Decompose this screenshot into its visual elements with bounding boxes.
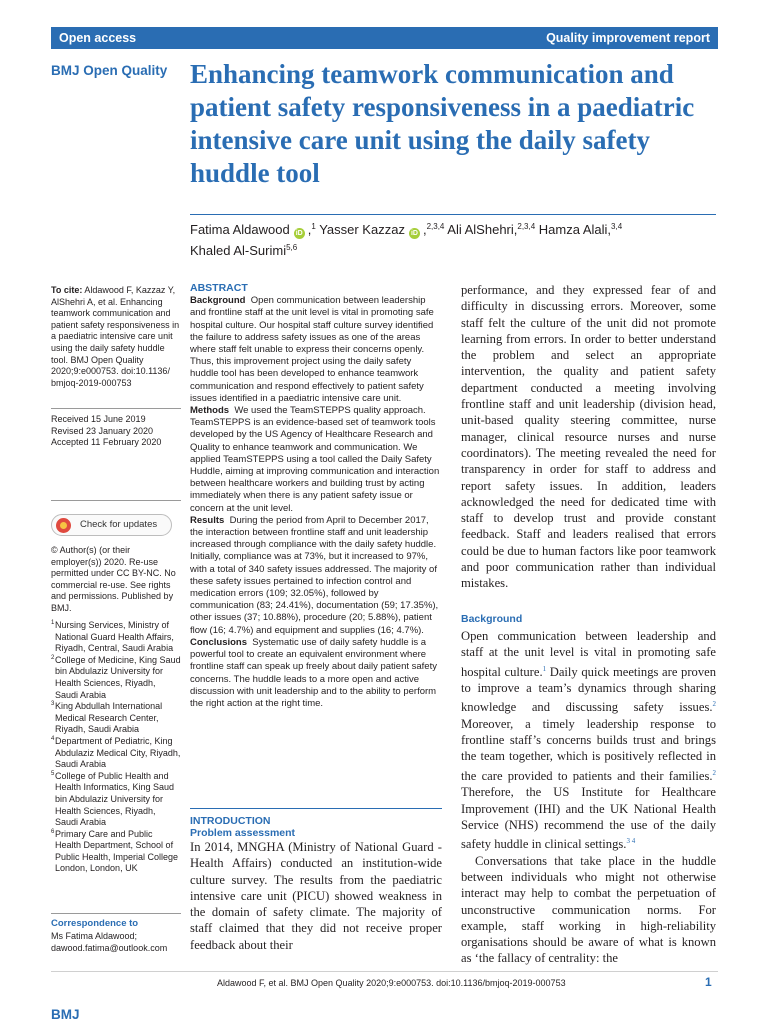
sidebar-divider bbox=[51, 913, 181, 914]
affiliations-list bbox=[51, 620, 181, 875]
revised-date: Revised 23 January 2020 bbox=[51, 425, 154, 436]
author-affiliation-ref: 2,3,4 bbox=[517, 222, 536, 231]
to-cite-label: To cite: bbox=[51, 285, 83, 295]
article-title: Enhancing teamwork communication and patient safety responsiveness in a paediatric intensive care unit using the daily safety huddle tool bbox=[190, 59, 695, 188]
author-list: Fatima Aldawood iD ,$^1$ Yasser Kazzaz iD ,$^{2,3,4}$ Ali AlShehri,$^{2,3,4}$ Hamza Alali,$^{3,4}$ Khaled Al-Surimi$^{5,6}$ bbox=[190, 222, 623, 258]
background-paragraph-2: Conversations that take place in the huddle between individuals who might not otherwise interact may help to combat the perpetuation of unconstructive communication norms. For example, staff working in high-reliability organisations should be aware of what is known as ‘the fallacy of centrality: the bbox=[461, 853, 716, 966]
abstract-methods: Methods We used the TeamSTEPPS quality approach. TeamSTEPPS is an evidence-based set of teamwork tools developed by the US Agency of Healthcare Research and Quality to enhance teamwork and communication. We applied TeamSTEPPS using a tool called the Daily Safety Huddle, aiming at improving communication and interaction between healthcare workers and building trust by acting immediately when there is any patient safety issue or concern at the unit level. bbox=[190, 405, 440, 514]
introduction-divider bbox=[190, 808, 442, 809]
report-type-label: Quality improvement report bbox=[546, 31, 710, 45]
author-affiliation-ref: 3,4 bbox=[611, 222, 623, 231]
affiliation-item: 1 Nursing Services, Ministry of National Guard Health Affairs, Riyadh, Central, Saudi Arabia bbox=[51, 620, 174, 654]
title-divider bbox=[190, 214, 716, 215]
check-for-updates-label: Check for updates bbox=[80, 519, 158, 530]
copyright-notice: © Author(s) (or their employer(s)) 2020. Re-use permitted under CC BY-NC. No commercial re-use. See rights and permissions. Published by BMJ. bbox=[51, 545, 176, 613]
introduction-section bbox=[190, 815, 442, 953]
abstract-results: Results During the period from April to December 2017, the interaction between frontline staff and unit leadership increased through compliance with the daily safety huddle. Initially, compliance was at 73%, but it increased to 97%, with a total of 340 safety issues addressed. The majority of these safety issues pertained to infection control and medication errors (109; 32.05%), followed by communication (83; 24.41%), documentation (59; 17.35%), other issues (37; 10.88%), procedure (20; 5.88%), patient flow (16; 4.7%) and equipment and supplies (16; 4.7%). bbox=[190, 514, 439, 636]
author-name: Fatima Aldawood bbox=[190, 222, 290, 237]
correspondence-name: Ms Fatima Aldawood; bbox=[51, 931, 138, 941]
affiliation-item: 6 Primary Care and Public Health Department, School of Public Health, Imperial College London, London, UK bbox=[51, 828, 179, 874]
correspondence-details bbox=[51, 931, 181, 954]
continued-paragraph: performance, and they expressed fear of and difficulty in discussing errors. Moreover, some staff felt the culture of the unit did not promote learning from errors. In order to better understand the problem and select an appropriate intervention, the quality and patient safety department conducted a meeting involving frontline staff and unit leadership (division head, unit-based quality steering committee, nurse manager, clinical resource nurses and nurse coordinators). The meeting revealed the need for transparency in order for staff to address and report safety issues. In addition, leaders acknowledged the need for dedicated time with staff to develop trust and provide constant feedback. Staff and leaders realised that errors could be due to human factors like poor teamwork and poor communication rather than individual mistakes. bbox=[461, 283, 716, 591]
author-affiliation-ref: 2,3,4 bbox=[426, 222, 445, 231]
background-section bbox=[461, 628, 716, 967]
page-number: 1 bbox=[705, 975, 712, 989]
author-name: Yasser Kazzaz bbox=[319, 222, 405, 237]
introduction-heading: INTRODUCTION bbox=[190, 815, 271, 827]
accepted-date: Accepted 11 February 2020 bbox=[51, 437, 162, 448]
author-affiliation-ref: 1 bbox=[311, 222, 316, 231]
abstract-heading: ABSTRACT bbox=[190, 282, 248, 294]
abstract-conclusions: Conclusions Systematic use of daily safety huddle is a powerful tool to create an equivalent environment where frontline staff can speak up freely about daily patient safety concerns. The huddle leads to a more open and active discussion with unit leadership and to the ability to perform the right action at the right time. bbox=[190, 636, 437, 709]
author-name: Khaled Al-Surimi bbox=[190, 243, 287, 258]
journal-name: BMJ Open Quality bbox=[51, 63, 168, 78]
dates-block bbox=[51, 414, 181, 449]
affiliation-item: 4 Department of Pediatric, King Abdulaziz Medical City, Riyadh, Saudi Arabia bbox=[51, 735, 181, 770]
abstract-background: Background Open communication between leadership and frontline staff at the unit level is vital in promoting safe hospital culture. Our hospital staff culture survey identified the failure to address safety issues as one of the areas where staff felt unable to express their concerns openly. Thus, this improvement project using the daily safety huddle tool has been developed to enhance teamwork communication and respond effectively to patient safety issues identified in a paediatric intensive care unit. bbox=[190, 295, 434, 404]
open-access-label: Open access bbox=[59, 31, 137, 45]
correspondence-email[interactable]: dawood.fatima@outlook.com bbox=[51, 942, 168, 953]
problem-assessment-heading: Problem assessment bbox=[190, 827, 296, 839]
background-paragraph-1: Open communication between leadership and staff at the unit level is vital in promoting safe hospital culture.$^1$ Daily quick meetings are proven to improve a team’s dynamics through sharing knowledge and discussing safety issues.$^2$ Moreover, a timely leadership response to frontline staff’s concerns builds trust and brings the team together, which is positively reflected in the care provided to patients and their families.$^2$ Therefore, the US Institute for Healthcare Improvement (IHI) and the UK National Health Service (NHS) recommend the use of the daily safety huddle in clinical settings.$^{3 4}$ bbox=[461, 629, 717, 852]
reference-link[interactable]: 1 bbox=[542, 664, 547, 673]
footer-divider bbox=[51, 971, 718, 972]
reference-link[interactable]: 3 4 bbox=[626, 837, 636, 846]
footer-citation: Aldawood F, et al. BMJ Open Quality 2020;9:e000753. doi:10.1136/bmjoq-2019-000753 bbox=[217, 978, 566, 988]
background-heading: Background bbox=[461, 613, 523, 625]
orcid-icon[interactable]: iD bbox=[295, 230, 303, 237]
orcid-icon[interactable]: iD bbox=[410, 230, 418, 237]
check-for-updates-button[interactable] bbox=[51, 514, 172, 536]
publisher-logo: BMJ bbox=[51, 1007, 80, 1022]
top-banner bbox=[51, 27, 718, 49]
body-column-right bbox=[461, 282, 716, 592]
received-date: Received 15 June 2019 bbox=[51, 414, 146, 424]
crossmark-icon bbox=[56, 518, 71, 533]
author-affiliation-ref: 5,6 bbox=[286, 243, 298, 252]
author-name: Hamza Alali, bbox=[538, 222, 612, 237]
to-cite-text: Aldawood F, Kazzaz Y, AlShehri A, et al. Enhancing teamwork communication and patient safety responsiveness in a paediatric intensive care unit using the daily safety huddle tool. BMJ Open Quality 2020;9:e000753. doi:10.1136/ bmjoq-2019-000753 bbox=[51, 285, 180, 388]
sidebar-divider bbox=[51, 500, 181, 501]
citation-block bbox=[51, 285, 181, 389]
abstract bbox=[190, 282, 442, 710]
reference-link[interactable]: 2 bbox=[712, 768, 716, 777]
affiliation-item: 5 College of Public Health and Health Informatics, King Saud bin Abdulaziz University for Health Sciences, Riyadh, Saudi Arabia bbox=[51, 770, 175, 828]
correspondence-title: Correspondence to bbox=[51, 918, 139, 929]
affiliation-item: 2 College of Medicine, King Saud bin Abdulaziz University for Health Sciences, Riyadh, Saudi Arabia bbox=[51, 654, 181, 700]
reference-link[interactable]: 2 bbox=[712, 700, 716, 709]
author-name: Ali AlShehri, bbox=[447, 222, 518, 237]
introduction-text: In 2014, MNGHA (Ministry of National Guard - Health Affairs) conducted an institution-wide culture survey. The results from the paediatric intensive care unit (PICU) showed weakness in the domain of safety climate. The majority of staff claimed that they did not receive proper feedback about their bbox=[190, 840, 442, 952]
sidebar-divider bbox=[51, 408, 181, 409]
affiliation-item: 3 King Abdullah International Medical Research Center, Riyadh, Saudi Arabia bbox=[51, 701, 163, 735]
